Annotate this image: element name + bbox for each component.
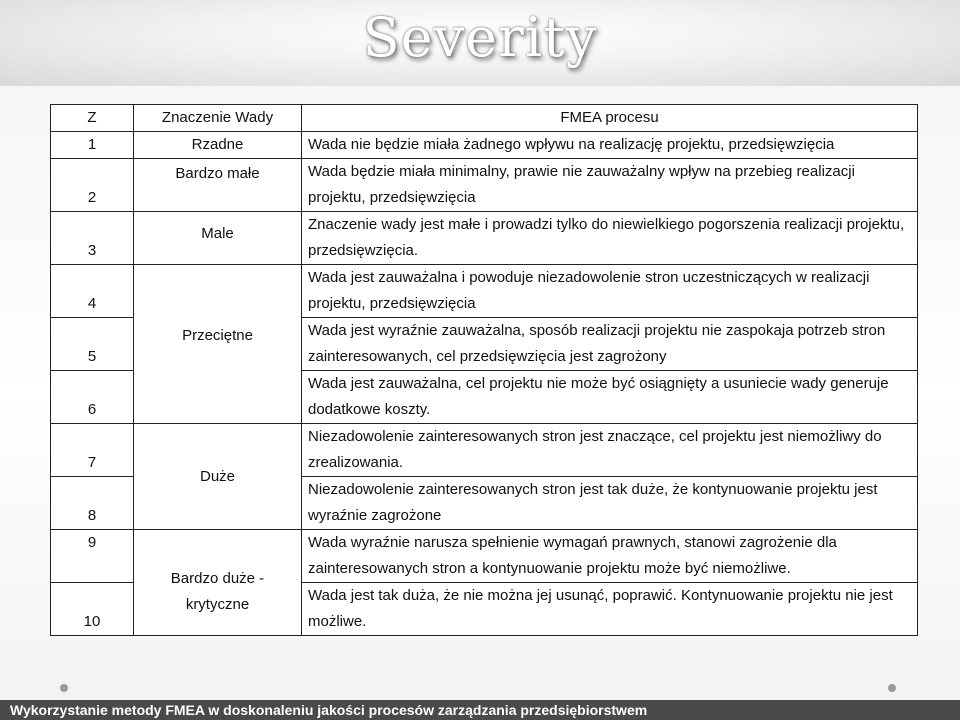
severity-table: [50, 104, 918, 636]
table-row: [51, 132, 918, 159]
footer-dot-right: [888, 684, 896, 692]
header-z: Z: [51, 105, 134, 132]
group-label: Bardzo duże - krytyczne: [134, 530, 302, 636]
row-description: Wada jest wyraźnie zauważalna, sposób realizacji projektu nie zaspokaja potrzeb stron zainteresowanych, cel przedsięwzięcia jest zagrożony: [302, 318, 918, 371]
group-label: Przeciętne: [134, 265, 302, 424]
row-description: Wada jest zauważalna, cel projektu nie może być osiągnięty a usuniecie wady generuje dodatkowe koszty.: [302, 371, 918, 424]
row-description: Znaczenie wady jest małe i prowadzi tylko do niewielkiego pogorszenia realizacji projektu, przedsięwzięcia.: [302, 212, 918, 265]
table-row: [51, 265, 918, 318]
row-z: 7: [51, 424, 134, 477]
row-z: 5: [51, 318, 134, 371]
row-description: Niezadowolenie zainteresowanych stron jest znaczące, cel projektu jest niemożliwy do zrealizowania.: [302, 424, 918, 477]
table-row: [51, 159, 918, 212]
page-title: Severity: [362, 6, 598, 69]
footer-text: Wykorzystanie metody FMEA w doskonaleniu jakości procesów zarządzania przedsiębiorstwem: [10, 702, 648, 718]
group-label: Rzadne: [134, 132, 302, 159]
row-z: 3: [51, 212, 134, 265]
header-znaczenie-wady: Znaczenie Wady: [134, 105, 302, 132]
group-label: Bardzo małe: [134, 159, 302, 212]
row-description: Wada nie będzie miała żadnego wpływu na realizację projektu, przedsięwzięcia: [302, 132, 918, 159]
row-description: Niezadowolenie zainteresowanych stron jest tak duże, że kontynuowanie projektu jest wyraźnie zagrożone: [302, 477, 918, 530]
row-z: 8: [51, 477, 134, 530]
group-label: Male: [134, 212, 302, 265]
row-z: 4: [51, 265, 134, 318]
footer-dot-left: [60, 684, 68, 692]
table-row: [51, 530, 918, 583]
row-z: 1: [51, 132, 134, 159]
row-description: Wada jest tak duża, że nie można jej usunąć, poprawić. Kontynuowanie projektu nie jest możliwe.: [302, 583, 918, 636]
row-z: 9: [51, 530, 134, 583]
table-row: [51, 424, 918, 477]
row-z: 10: [51, 583, 134, 636]
footer-bar: [0, 700, 960, 720]
group-label: Duże: [134, 424, 302, 530]
header-fmea-procesu: FMEA procesu: [302, 105, 918, 132]
row-z: 6: [51, 371, 134, 424]
table-header-row: [51, 105, 918, 132]
row-z: 2: [51, 159, 134, 212]
row-description: Wada jest zauważalna i powoduje niezadowolenie stron uczestniczących w realizacji projektu, przedsięwzięcia: [302, 265, 918, 318]
row-description: Wada wyraźnie narusza spełnienie wymagań prawnych, stanowi zagrożenie dla zainteresowanych stron a kontynuowanie projektu może być niemożliwe.: [302, 530, 918, 583]
table-row: [51, 212, 918, 265]
row-description: Wada będzie miała minimalny, prawie nie zauważalny wpływ na przebieg realizacji projektu, przedsięwzięcia: [302, 159, 918, 212]
